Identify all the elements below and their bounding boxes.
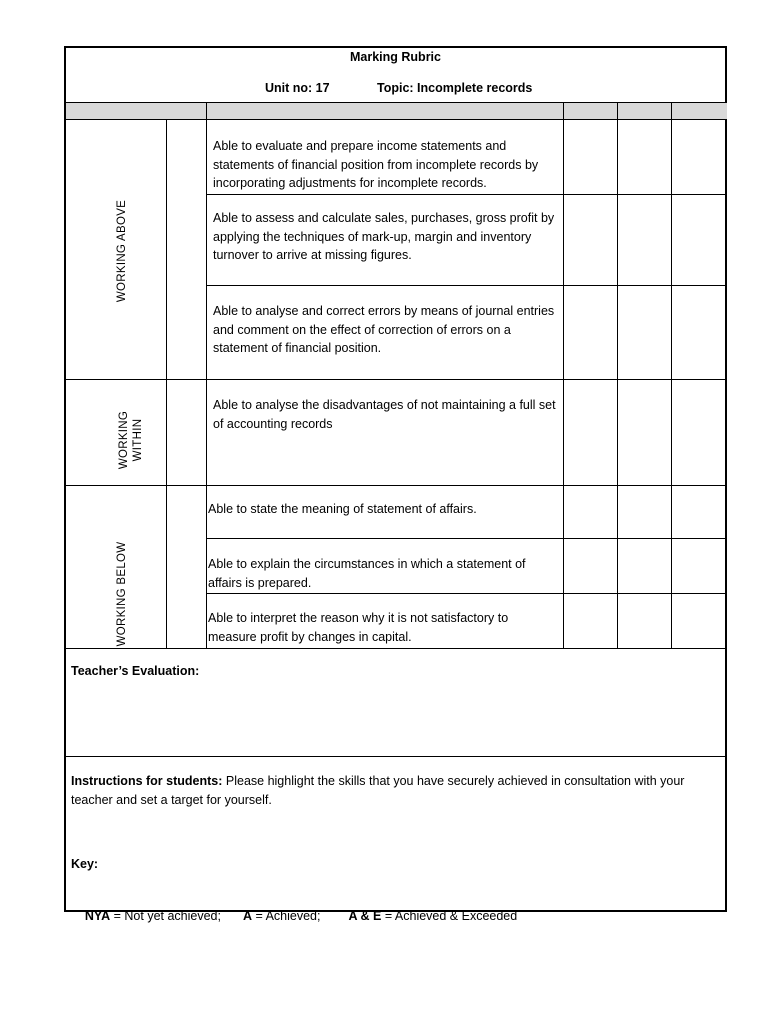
instructions-text: Please highlight the skills that you have securely achieved in consultation with your teacher and set a target for yourself. (71, 774, 685, 807)
marking-rubric-sheet (64, 46, 727, 923)
key-a-text: = Achieved; (252, 908, 321, 923)
band-working-above: WORKING ABOVE (116, 199, 128, 303)
key-nya-text: = Not yet achieved; (110, 908, 221, 923)
column-header-row (66, 103, 727, 119)
band-working-within-line1: WORKING (118, 410, 130, 470)
band-working-below: WORKING BELOW (116, 541, 128, 647)
criterion-within-1: Able to analyse the disadvantages of not maintaining a full set of accounting records (213, 398, 556, 431)
band-working-within-line2: WITHIN (132, 418, 144, 462)
key-ae-abbr: A & E (348, 908, 382, 923)
unit-number: Unit no: 17 (265, 81, 330, 95)
instructions-block (71, 772, 711, 809)
key-legend (71, 888, 711, 944)
rubric-title: Marking Rubric (350, 50, 441, 64)
band-working-within (117, 411, 145, 469)
key-nya-abbr: NYA (84, 908, 111, 923)
topic-label: Topic: Incomplete records (377, 81, 533, 95)
criterion-below-2: Able to explain the circumstances in which a statement of affairs is prepared. (208, 557, 526, 590)
criterion-below-3: Able to interpret the reason why it is not satisfactory to measure profit by changes in capital. (208, 611, 509, 644)
teacher-evaluation-label: Teacher’s Evaluation: (71, 664, 200, 678)
criterion-below-1: Able to state the meaning of statement of affairs. (208, 502, 477, 516)
criterion-above-2: Able to assess and calculate sales, purchases, gross profit by applying the techniques of mark-up, margin and inventory turnover to arrive at missing figures. (213, 211, 555, 262)
instructions-label: Instructions for students: (71, 774, 223, 788)
criterion-above-1: Able to evaluate and prepare income statements and statements of financial position from incomplete records by incorporating adjustments for incomplete records. (213, 139, 539, 190)
criterion-above-3: Able to analyse and correct errors by means of journal entries and comment on the effect of correction of errors on a statement of financial position. (213, 304, 555, 355)
key-ae-text: = Achieved & Exceeded (381, 908, 518, 923)
key-a-abbr: A (242, 908, 253, 923)
key-label: Key: (71, 857, 99, 871)
